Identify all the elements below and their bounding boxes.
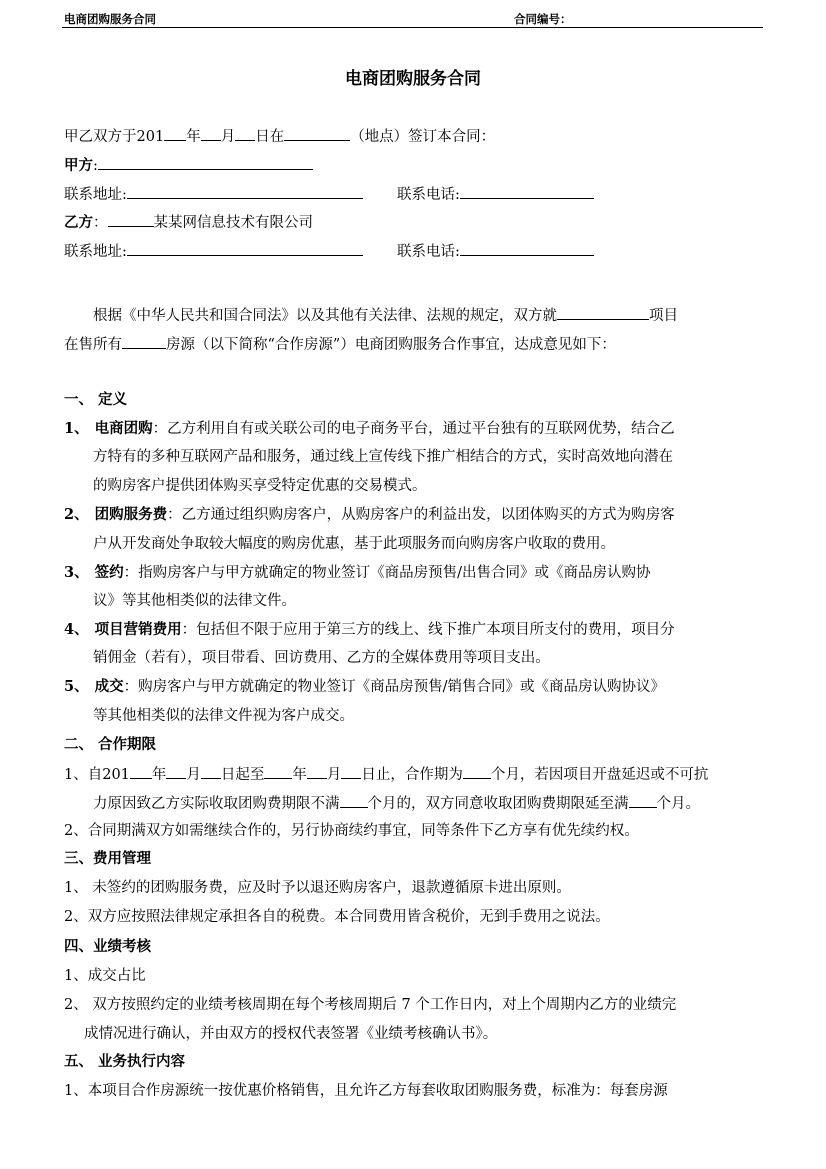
party-b-address-line [64, 240, 363, 262]
signing-line [64, 125, 495, 147]
address-label: 联系地址: [64, 187, 127, 203]
blank-day[interactable] [235, 125, 255, 141]
definition-text: 乙方利用自有或关联公司的电子商务平台，通过平台独有的互联网优势，结合乙 [167, 421, 675, 437]
blank-party-b[interactable] [108, 211, 154, 227]
term-text: 年 [292, 767, 307, 783]
blank-start-day[interactable] [201, 763, 221, 779]
term-text: 日起至 [220, 767, 265, 783]
definition-text: 乙方通过组织购房客户，从购房客户的利益出发，以团体购买的方式为购房客 [181, 507, 675, 523]
party-a-address-line [64, 183, 363, 205]
definition-2-cont-1: 户从开发商处争取较大幅度的购房优惠，基于此项服务而向购房客户收取的费用。 [93, 536, 615, 552]
party-a-label: 甲方 [64, 157, 93, 174]
definition-term: 电商团购 [94, 420, 153, 437]
definition-term: 成交 [94, 678, 124, 695]
blank-party-a[interactable] [98, 154, 313, 170]
blank-project-name[interactable] [557, 304, 649, 320]
definition-term: 团购服务费 [94, 506, 168, 523]
term-text: 力原因致乙方实际收取团购费期限不满 [93, 796, 340, 812]
term-text: 年 [151, 767, 167, 783]
party-a-line [64, 154, 313, 176]
blank-party-a-address[interactable] [127, 183, 363, 199]
term-text: 个月。 [656, 796, 700, 812]
sign-day-label: 日在 [255, 129, 285, 145]
assessment-clause-2: 2、 双方按照约定的业绩考核周期在每个考核周期后 7 个工作日内，对上个周期内乙方的业绩完 [64, 997, 677, 1013]
definition-colon: ： [152, 421, 168, 437]
term-text: 个月的，双方同意收取团购费期限延至满 [367, 796, 629, 812]
definition-colon: ： [123, 679, 139, 695]
definition-5 [64, 677, 665, 697]
address-label: 联系地址: [64, 244, 127, 260]
preamble-project-label: 项目 [649, 308, 678, 324]
header-contract-number: 合同编号： [514, 12, 572, 26]
sign-year-label: 年 [186, 129, 201, 145]
party-b-name: 某某网信息技术有限公司 [153, 215, 313, 231]
blank-short-months[interactable] [340, 792, 368, 808]
party-a-phone-line [397, 183, 594, 205]
blank-year[interactable] [164, 125, 186, 141]
phone-label: 联系电话: [397, 244, 460, 260]
definition-1 [64, 419, 675, 439]
sign-place-label: （地点）签订本合同： [350, 129, 496, 145]
blank-end-day[interactable] [341, 763, 361, 779]
blank-place[interactable] [284, 125, 350, 141]
preamble-line-1 [93, 304, 678, 326]
assessment-clause-1: 1、成交占比 [64, 968, 146, 984]
definition-5-cont-1: 等其他相类似的法律文件视为客户成交。 [93, 708, 354, 724]
section-3-title: 三、费用管理 [64, 850, 151, 867]
definition-colon: ： [167, 507, 182, 523]
preamble-line-2 [64, 333, 616, 355]
blank-month[interactable] [201, 125, 221, 141]
item-number: 4、 [64, 621, 89, 638]
party-a-colon: : [93, 158, 98, 174]
preamble-text: 根据《中华人民共和国合同法》以及其他有关法律、法规的规定，双方就 [93, 308, 557, 324]
definition-3-cont-1: 议》等其他相类似的法律文件。 [93, 593, 296, 609]
party-b-label: 乙方 [64, 214, 93, 231]
blank-start-month[interactable] [166, 763, 186, 779]
blank-end-month[interactable] [307, 763, 327, 779]
term-text: 月 [326, 767, 342, 783]
definition-colon: ： [181, 622, 197, 638]
blank-start-year[interactable] [130, 763, 152, 779]
term-clause-1-cont [93, 792, 700, 814]
definition-text: 购房客户与甲方就确定的物业签订《商品房预售/销售合同》或《商品房认购协议》 [138, 679, 665, 695]
term-text: 月 [186, 767, 201, 783]
fee-clause-1: 1、 未签约的团购服务费，应及时予以退还购房客户，退款遵循原卡进出原则。 [64, 880, 571, 896]
blank-extend-months[interactable] [629, 792, 657, 808]
execution-clause-1: 1、本项目合作房源统一按优惠价格销售，且允许乙方每套收取团购服务费，标准为：每套房源 [64, 1083, 668, 1099]
blank-party-a-phone[interactable] [460, 183, 594, 199]
term-clause-2: 2、合同期满双方如需继续合作的，另行协商续约事宜，同等条件下乙方享有优先续约权。 [64, 823, 639, 839]
term-text: 个月，若因项目开盘延迟或不可抗 [490, 767, 709, 783]
definition-4-cont-1: 销佣金（若有），项目带看、回访费用、乙方的全媒体费用等项目支出。 [93, 650, 550, 666]
party-b-phone-line [397, 240, 594, 262]
definition-4 [64, 620, 675, 640]
document-title: 电商团购服务合同 [345, 69, 481, 89]
definition-colon: ： [123, 565, 139, 581]
definition-1-cont-1: 方特有的多种互联网产品和服务，通过线上宣传线下推广相结合的方式，实时高效地向潜在 [93, 449, 673, 465]
definition-text: 指购房客户与甲方就确定的物业签订《商品房预售/出售合同》或《商品房认购协 [138, 565, 651, 581]
party-b-line [64, 211, 313, 233]
header-left: 电商团购服务合同 [64, 12, 156, 26]
term-text: 1、自201 [64, 767, 130, 783]
blank-property-type[interactable] [122, 333, 166, 349]
term-text: 日止，合作期为 [361, 767, 463, 783]
item-number: 5、 [64, 678, 89, 695]
phone-label: 联系电话: [397, 187, 460, 203]
section-2-title: 二、 合作期限 [64, 736, 157, 753]
definition-3 [64, 563, 650, 583]
definition-2 [64, 505, 675, 525]
definition-term: 项目营销费用 [94, 621, 182, 638]
blank-term-months[interactable] [463, 763, 491, 779]
sign-month-label: 月 [220, 129, 236, 145]
blank-party-b-phone[interactable] [460, 240, 594, 256]
header-rule [62, 27, 763, 28]
term-clause-1 [64, 763, 708, 785]
item-number: 1、 [64, 420, 89, 437]
definition-1-cont-2: 的购房客户提供团体购买享受特定优惠的交易模式。 [93, 478, 427, 494]
item-number: 3、 [64, 564, 89, 581]
section-1-title: 一、 定义 [64, 391, 128, 408]
blank-end-year[interactable] [264, 763, 292, 779]
assessment-clause-2-cont: 成情况进行确认，并由双方的授权代表签署《业绩考核确认书》。 [84, 1026, 498, 1042]
fee-clause-2: 2、双方应按照法律规定承担各自的税费。本合同费用皆含税价，无到手费用之说法。 [64, 909, 610, 925]
section-4-title: 四、业绩考核 [64, 938, 151, 955]
party-b-colon: ： [93, 215, 108, 231]
preamble-text: 在售所有 [64, 337, 122, 353]
definition-term: 签约 [94, 564, 124, 581]
blank-party-b-address[interactable] [127, 240, 363, 256]
item-number: 2、 [64, 506, 89, 523]
section-5-title: 五、 业务执行内容 [64, 1053, 186, 1070]
sign-intro: 甲乙双方于201 [64, 129, 165, 145]
definition-text: 包括但不限于应用于第三方的线上、线下推广本项目所支付的费用，项目分 [196, 622, 675, 638]
preamble-text: 房源（以下简称“合作房源”）电商团购服务合作事宜，达成意见如下： [166, 337, 616, 353]
